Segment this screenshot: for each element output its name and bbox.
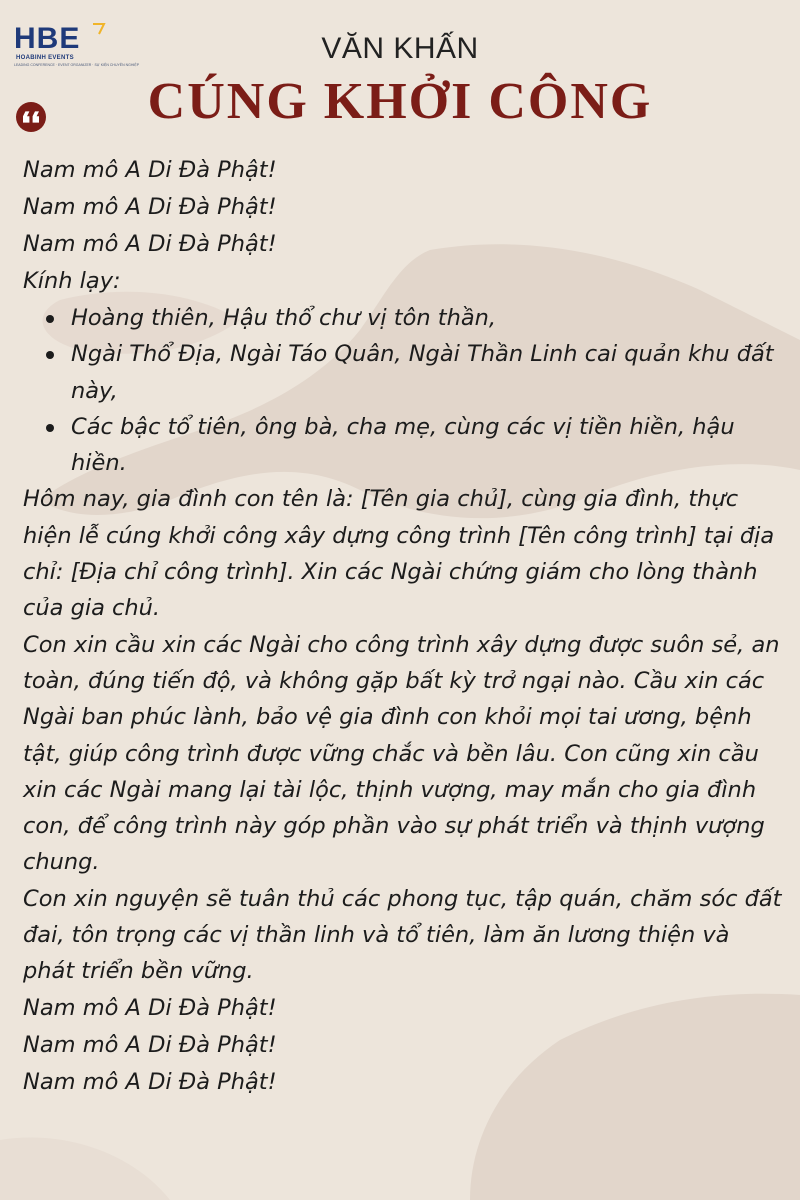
addressee-list [23,300,783,481]
opening-line: Nam mô A Di Đà Phật! [23,157,277,183]
page-title: CÚNG KHỞI CÔNG [147,73,653,130]
closing-line: Nam mô A Di Đà Phật! [23,1031,277,1058]
ink-stain-bottom-left [0,1138,170,1200]
intro-paragraph: Hôm nay, gia đình con tên là: [Tên gia chủ], cùng gia đình, thực hiện lễ cúng khởi công xây dựng công trình [Tên công trình] tại địa chỉ: [Địa chỉ công trình]. Xin các Ngài chứng giám cho lòng thành của gia chủ. [23,486,775,622]
salutation: Kính lạy: [23,268,121,294]
brand-name: HBE [14,22,81,55]
page-subtitle: VĂN KHẤN [321,32,479,65]
opening-line: Nam mô A Di Đà Phật! [23,194,277,220]
closing-line: Nam mô A Di Đà Phật! [23,994,277,1021]
addressee-item: Ngài Thổ Địa, Ngài Táo Quân, Ngài Thần Linh cai quản khu đất này, [23,336,783,409]
brand-subname: HOABINH EVENTS [16,55,74,61]
vow-paragraph: Con xin nguyện sẽ tuân thủ các phong tục, tập quán, chăm sóc đất đai, tôn trọng các vị thần linh và tổ tiên, làm ăn lương thiện và phát triển bền vững. [23,885,782,985]
addressee-item: Các bậc tổ tiên, ông bà, cha mẹ, cùng các vị tiền hiền, hậu hiền. [23,409,783,482]
prayer-text [23,152,783,1101]
brand-tagline: LEADING CONFERENCE · EVENT ORGANIZER · SỰ KIỆN CHUYÊN NGHIỆP [14,63,140,67]
wish-paragraph: Con xin cầu xin các Ngài cho công trình xây dựng được suôn sẻ, an toàn, đúng tiến độ, và không gặp bất kỳ trở ngại nào. Cầu xin các Ngài ban phúc lành, bảo vệ gia đình con khỏi mọi tai ương, bệnh tật, giúp công trình được vững chắc và bền lâu. Con cũng xin cầu xin các Ngài mang lại tài lộc, thịnh vượng, may mắn cho gia đình con, để công trình này góp phần vào sự phát triển và thịnh vượng chung. [23,631,780,876]
closing-line: Nam mô A Di Đà Phật! [23,1068,277,1095]
opening-line: Nam mô A Di Đà Phật! [23,231,277,257]
addressee-item: Hoàng thiên, Hậu thổ chư vị tôn thần, [23,300,783,336]
